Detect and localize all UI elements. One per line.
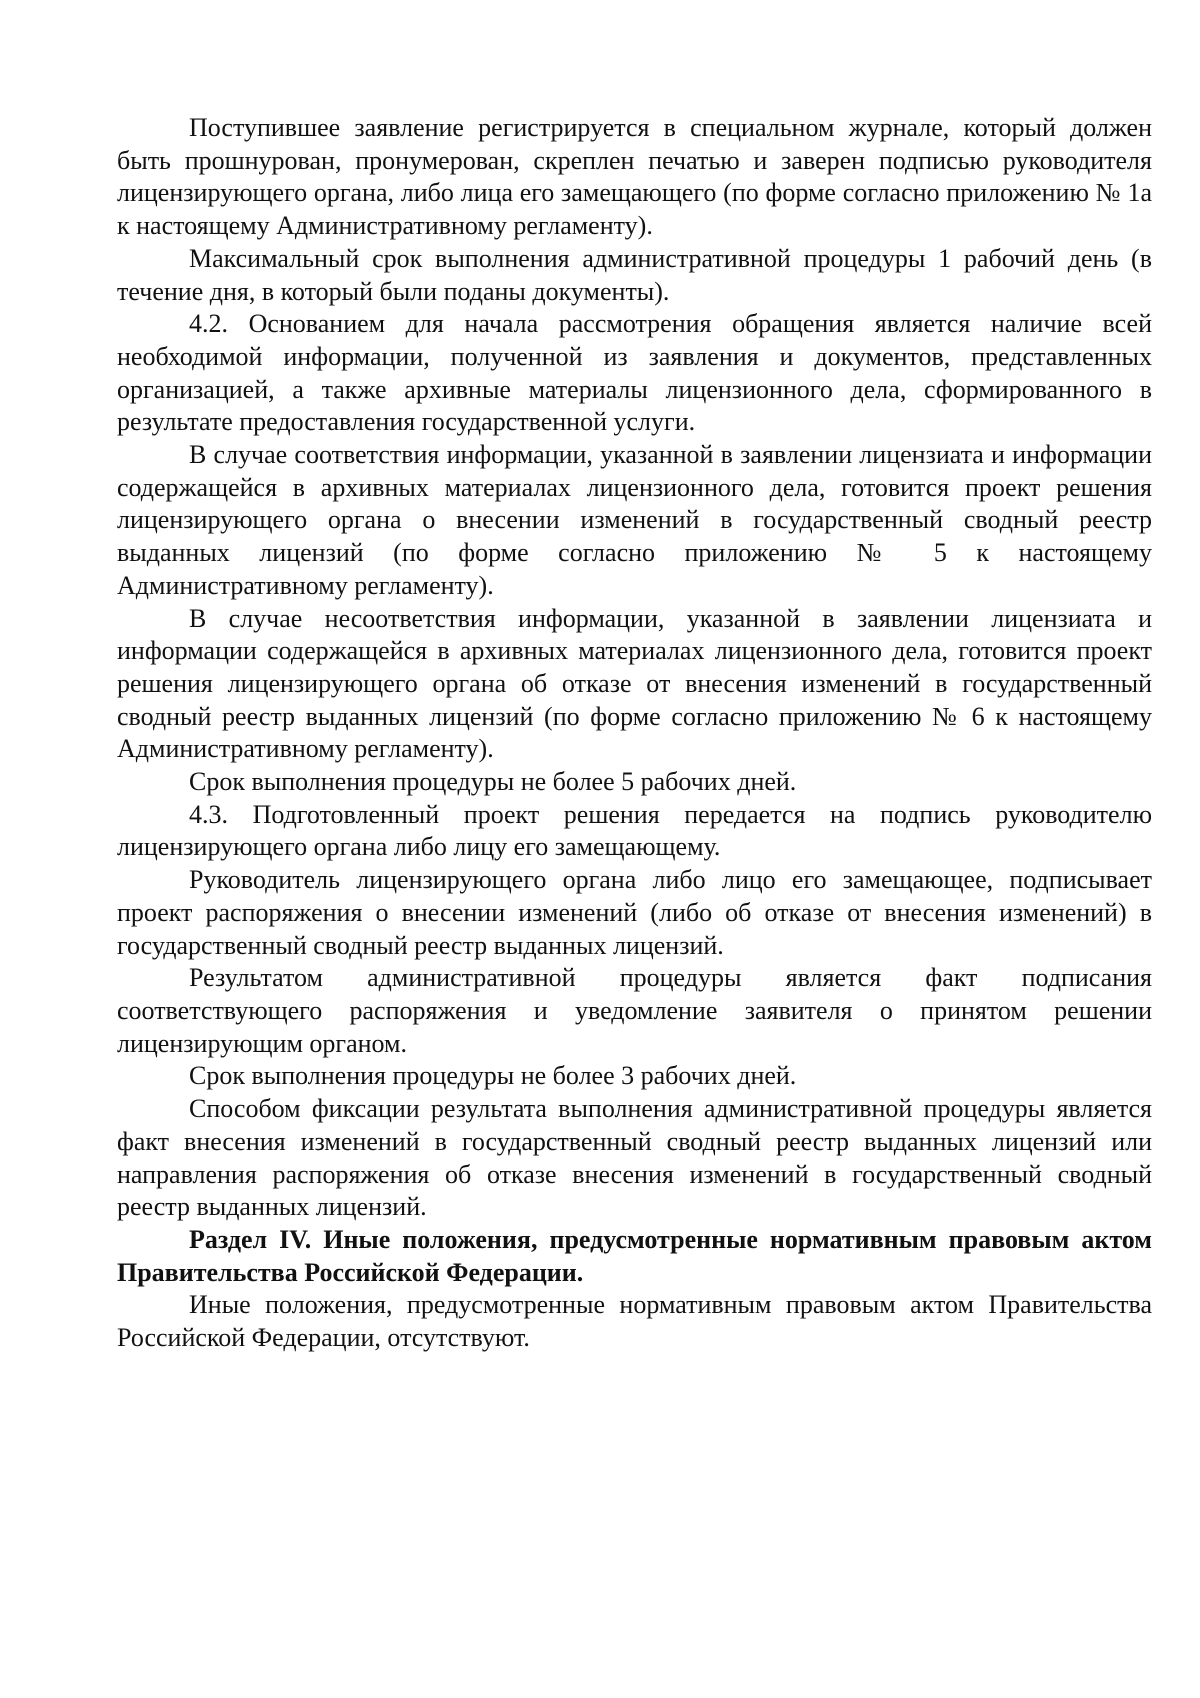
- paragraph-fixation-method: Способом фиксации результата выполнения административной процедуры является факт внесения изменений в государственный сводный реестр выданных лицензий или направления распоряжения об отказе внесения изменений в государственный сводный реестр выданных лицензий.: [117, 1094, 1152, 1222]
- document-page: [117, 112, 1152, 1355]
- paragraph-4-2-basis: 4.2. Основанием для начала рассмотрения обращения является наличие всей необходимой информации, полученной из заявления и документов, представленных организацией, а также архивные материалы лицензионного дела, сформированного в результате предоставления государственной услуги.: [117, 309, 1152, 437]
- paragraph-result: Результатом административной процедуры является факт подписания соответствующего распоряжения и уведомление заявителя о принятом решении лицензирующим органом.: [117, 963, 1152, 1058]
- paragraph-max-term: Максимальный срок выполнения административной процедуры 1 рабочий день (в течение дня, в который были поданы документы).: [117, 243, 1152, 306]
- section-heading-iv: Раздел IV. Иные положения, предусмотренные нормативным правовым актом Правительства Российской Федерации.: [117, 1224, 1152, 1287]
- paragraph-4-3-signature: 4.3. Подготовленный проект решения передается на подпись руководителю лицензирующего органа либо лицу его замещающему.: [117, 799, 1152, 862]
- paragraph-noncompliance-case: В случае несоответствия информации, указанной в заявлении лицензиата и информации содержащейся в архивных материалах лицензионного дела, готовится проект решения лицензирующего органа об отказе от внесения изменений в государственный сводный реестр выданных лицензий (по форме согласно приложению № 6 к настоящему Административному регламенту).: [117, 603, 1152, 764]
- paragraph-head-signs: Руководитель лицензирующего органа либо лицо его замещающее, подписывает проект распоряжения о внесении изменений (либо об отказе от внесения изменений) в государственный сводный реестр выданных лицензий.: [117, 865, 1152, 960]
- paragraph-term-5-days: Срок выполнения процедуры не более 5 рабочих дней.: [189, 767, 797, 797]
- paragraph-term-3-days: Срок выполнения процедуры не более 3 рабочих дней.: [189, 1061, 797, 1091]
- paragraph-journal-registration: Поступившее заявление регистрируется в специальном журнале, который должен быть прошнурован, пронумерован, скреплен печатью и заверен подписью руководителя лицензирующего органа, либо лица его замещающего (по форме согласно приложению № 1а к настоящему Административному регламенту).: [117, 113, 1152, 241]
- paragraph-other-provisions: Иные положения, предусмотренные нормативным правовым актом Правительства Российской Федерации, отсутствуют.: [117, 1290, 1152, 1353]
- paragraph-compliance-case: В случае соответствия информации, указанной в заявлении лицензиата и информации содержащейся в архивных материалах лицензионного дела, готовится проект решения лицензирующего органа о внесении изменений в государственный сводный реестр выданных лицензий (по форме согласно приложению № 5 к настоящему Административному регламенту).: [117, 440, 1152, 600]
